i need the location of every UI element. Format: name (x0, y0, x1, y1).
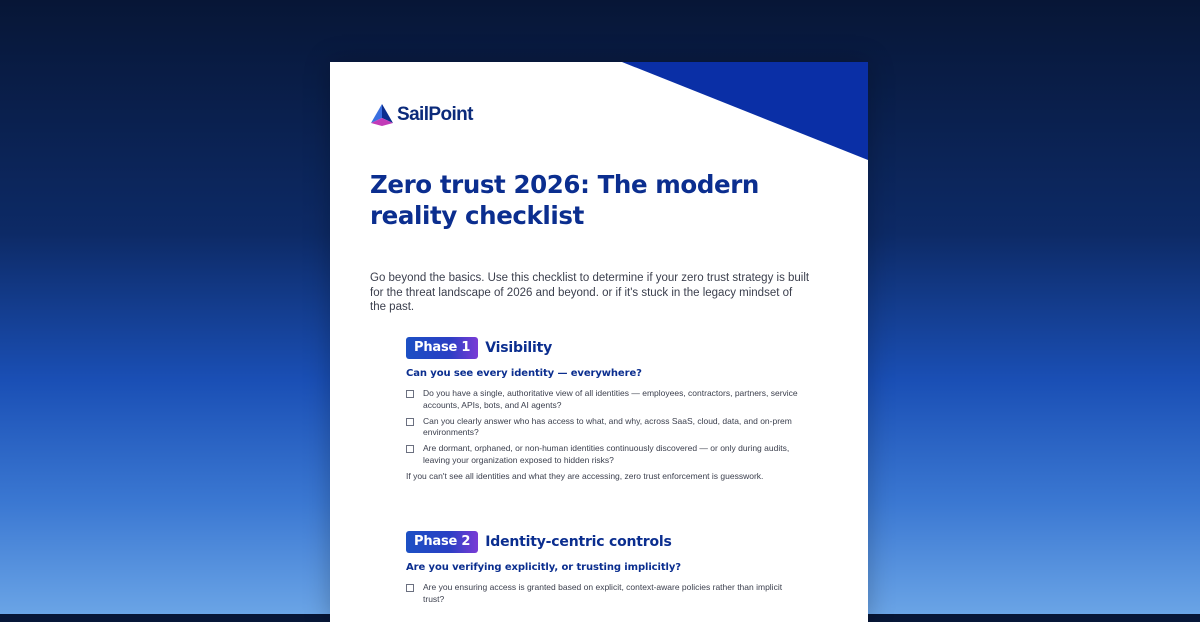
phase-title: Visibility (485, 340, 553, 356)
phase-question: Can you see every identity — everywhere? (406, 368, 642, 379)
checklist-document (330, 62, 868, 622)
phase-section (406, 337, 806, 483)
checklist-item (406, 443, 806, 467)
sailpoint-logo-icon (370, 103, 394, 127)
checklist-item-text: Can you clearly answer who has access to what, and why, across SaaS, cloud, data, and on-prem environments? (423, 415, 792, 438)
sailpoint-logo-text: SailPoint (397, 104, 473, 125)
phase-header (406, 531, 806, 553)
phase-header (406, 337, 806, 359)
phase-title: Identity-centric controls (485, 534, 672, 550)
checklist-item (406, 582, 806, 606)
sailpoint-logo (370, 102, 473, 128)
checklist (406, 388, 806, 467)
checkbox-icon[interactable] (406, 584, 414, 592)
intro-paragraph: Go beyond the basics. Use this checklist to determine if your zero trust strategy is built for the threat landscape of 2026 and beyond. or if it's stuck in the legacy mindset of the past. (370, 272, 810, 313)
checkbox-icon[interactable] (406, 445, 414, 453)
corner-decoration (622, 62, 868, 160)
checklist-item (406, 388, 806, 412)
checklist-item-text: Are dormant, orphaned, or non-human identities continuously discovered — or only during audits, leaving your organization exposed to hidden risks? (423, 443, 790, 465)
checklist (406, 582, 806, 606)
phase-question: Are you verifying explicitly, or trusting implicitly? (406, 562, 681, 573)
phase-section (406, 531, 806, 610)
checklist-item-text: Are you ensuring access is granted based on explicit, context-aware policies rather than implicit trust? (423, 582, 783, 604)
phase-badge: Phase 2 (406, 531, 478, 553)
phase-badge: Phase 1 (406, 337, 478, 359)
document-title: Zero trust 2026: The modern reality checklist (370, 170, 759, 230)
checklist-item (406, 416, 806, 440)
phase-note: If you can't see all identities and what they are accessing, zero trust enforcement is guesswork. (406, 470, 764, 481)
checkbox-icon[interactable] (406, 390, 414, 398)
checkbox-icon[interactable] (406, 418, 414, 426)
checklist-item-text: Do you have a single, authoritative view of all identities — employees, contractors, partners, service accounts, APIs, bots, and AI agents? (423, 388, 798, 410)
